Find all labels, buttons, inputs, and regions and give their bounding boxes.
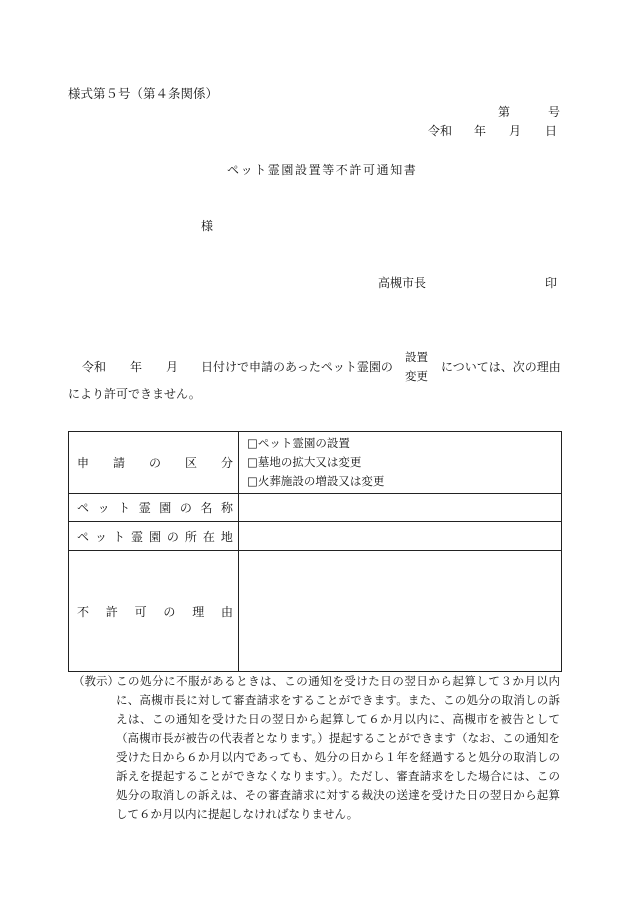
- note-text: この処分に不服があるときは、この通知を受けた日の翌日から起算して３か月以内に、高槻市長に対して審査請求をすることができます。また、この処分の取消しの訴えは、この通知を受けた日の翌日から起算して６か月以内に、高槻市を被告として（高槻市長が被告の代表者となります。）提起することができます（なお、この通知を受けた日から６か月以内であっても、処分の日から１年を経過すると処分の取消しの訴えを提起することができなくなります。）。ただし、審査請求をした場合には、この処分の取消しの訴えは、その審査請求に対する裁決の送達を受けた日の翌日から起算して６か月以内に提起しなければなりません。: [116, 674, 560, 821]
- cemetery-name-field[interactable]: [239, 494, 562, 522]
- label-application-type: [69, 432, 239, 494]
- label-char: ペ: [77, 529, 90, 544]
- label-char: 不: [77, 604, 90, 619]
- option-crematorium-expansion[interactable]: □火葬施設の増設又は変更: [247, 474, 385, 488]
- doc-number-prefix: 第: [498, 105, 511, 119]
- table-row: [69, 551, 562, 672]
- choice-change: 変更: [405, 369, 428, 383]
- application-type-options: [239, 432, 562, 494]
- table-row: [69, 522, 562, 551]
- label-char: 申: [77, 456, 90, 470]
- label-char: の: [148, 456, 161, 470]
- application-table: [68, 431, 562, 672]
- body-text-a: 日付けで申請のあったペット霊園の: [201, 360, 393, 374]
- label-char: 区: [184, 456, 197, 470]
- label-char: ペ: [77, 501, 90, 515]
- form-number: 様式第５号（第４条関係）: [68, 86, 219, 101]
- label-char: 園: [148, 529, 161, 544]
- doc-number-suffix: 号: [548, 105, 561, 119]
- option-grave-expansion[interactable]: □墓地の拡大又は変更: [247, 455, 362, 469]
- body-year: 年: [130, 360, 143, 374]
- label-char: 請: [112, 456, 125, 470]
- cemetery-location-field[interactable]: [239, 522, 562, 551]
- label-char: 霊: [130, 529, 143, 544]
- label-denial-reason: [69, 551, 239, 672]
- label-char: の: [166, 529, 179, 544]
- note-label: （教示）: [73, 674, 119, 688]
- date-era: 令和: [428, 124, 453, 138]
- label-char: ト: [112, 529, 125, 544]
- label-char: 称: [220, 501, 233, 515]
- label-char: 許: [105, 604, 118, 619]
- body-era: 令和: [82, 360, 107, 374]
- label-char: 所: [184, 529, 197, 544]
- issuer-name: 高槻市長: [378, 276, 427, 290]
- table-row: [69, 432, 562, 494]
- label-char: ッ: [97, 501, 110, 515]
- label-char: 可: [134, 604, 147, 619]
- body-month: 月: [166, 360, 179, 374]
- table-row: [69, 494, 562, 522]
- label-char: 園: [159, 501, 172, 515]
- date-month: 月: [509, 124, 522, 138]
- denial-reason-field[interactable]: [239, 551, 562, 672]
- label-char: 由: [220, 604, 233, 619]
- label-char: 分: [220, 456, 233, 470]
- label-char: 在: [202, 529, 215, 544]
- label-char: 霊: [138, 501, 151, 515]
- addressee-suffix: 様: [201, 219, 214, 233]
- label-char: 地: [220, 529, 233, 544]
- label-char: の: [179, 501, 192, 515]
- issuer-seal: 印: [545, 276, 558, 290]
- label-char: ッ: [94, 529, 107, 544]
- label-cemetery-name: [69, 494, 239, 522]
- document-title: ペット霊園設置等不許可通知書: [227, 163, 418, 177]
- body-text-c: により許可できません。: [68, 387, 201, 401]
- label-char: の: [163, 604, 176, 619]
- option-pet-cemetery-setup[interactable]: □ペット霊園の設置: [247, 436, 350, 450]
- body-text-b: については、次の理由: [441, 360, 561, 374]
- label-char: 名: [200, 501, 213, 515]
- label-cemetery-location: [69, 522, 239, 551]
- date-day: 日: [545, 124, 558, 138]
- label-char: 理: [192, 604, 205, 619]
- label-char: ト: [118, 501, 131, 515]
- date-year: 年: [474, 124, 487, 138]
- choice-setup: 設置: [405, 350, 428, 364]
